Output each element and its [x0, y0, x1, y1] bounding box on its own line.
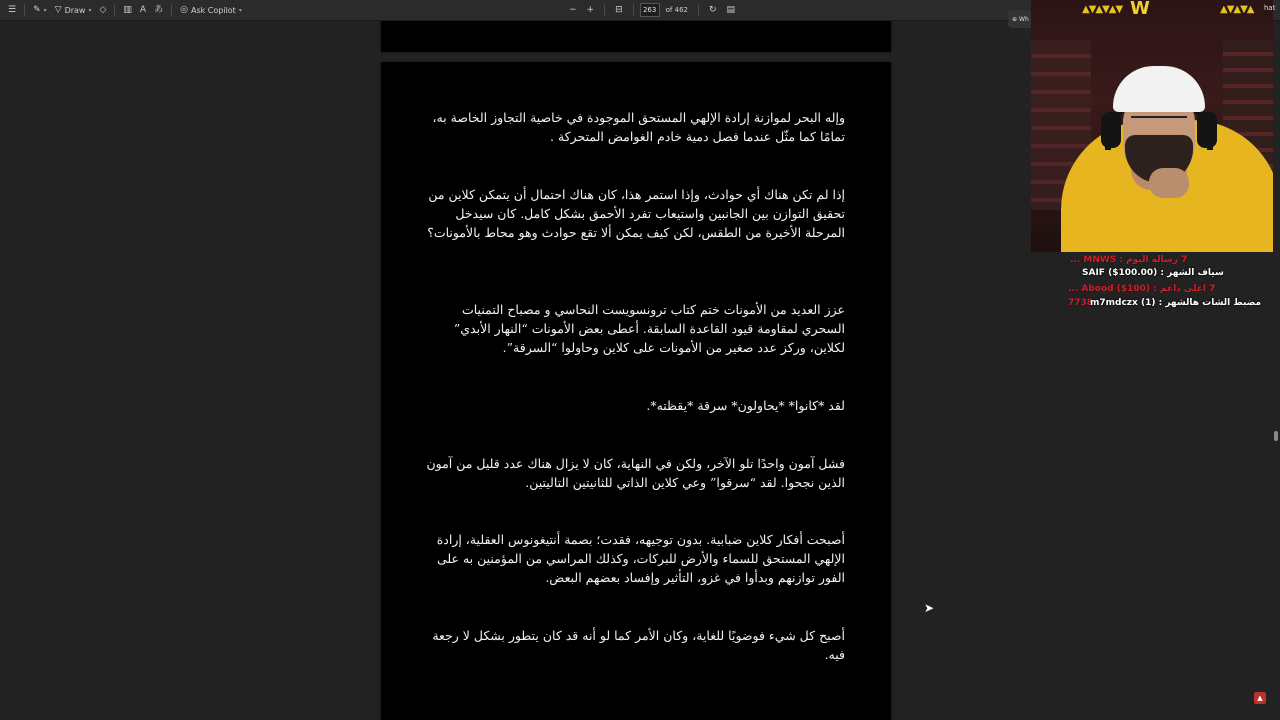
- paragraph: أصبح كل شيء فوضويًا للغاية، وكان الأمر كما لو أنه قد كان يتطور بشكل لا رجعة فيه.: [432, 628, 845, 662]
- overlay-line: 7 رسالة اليوم : MNWS ...: [1070, 255, 1188, 265]
- person-hand: [1149, 168, 1189, 198]
- paragraph: أصبحت أفكار كلاين ضبابية. بدون توجيهه، فقدت؛ بصمة أنتيغونوس العقلية، إرادة الإلهي المستحق للسماء والأرض للبركات، وكذلك المراسي من المؤمنين به على الفور توازنهم وبدأوا في غزو، التأثير وإفساد بعضهم البعض.: [436, 532, 845, 585]
- chat-tab[interactable]: hat: [1264, 4, 1276, 12]
- share-icon: ⊕: [1012, 15, 1018, 23]
- toolbar-left-group: [4, 2, 246, 18]
- book-icon: ▤: [726, 4, 736, 15]
- toolbar-divider: [114, 4, 115, 16]
- page-view-icon: ▥: [123, 4, 132, 15]
- ask-copilot-button[interactable]: [176, 2, 246, 18]
- minus-icon: −: [569, 4, 577, 15]
- translate-icon: あ: [154, 4, 164, 15]
- chevron-down-icon: ▾: [238, 6, 242, 14]
- rotate-button[interactable]: [705, 2, 721, 18]
- mouse-cursor-icon: ➤: [924, 601, 935, 615]
- overlay-line: 7738: [1068, 298, 1094, 308]
- share-label: Wh: [1019, 15, 1029, 23]
- draw-button[interactable]: [51, 2, 96, 18]
- two-page-view-button[interactable]: [723, 2, 740, 18]
- draw-label: Draw: [64, 5, 86, 15]
- toolbar-divider: [698, 4, 699, 16]
- plus-icon: +: [586, 4, 595, 15]
- headset-earcup: [1101, 112, 1121, 148]
- rotate-icon: ↻: [708, 4, 717, 15]
- erase-button[interactable]: [95, 2, 110, 18]
- previous-page: [381, 21, 891, 52]
- list-icon: ☰: [8, 4, 17, 15]
- overlay-chat-moderator: مضبط الشات هالشهر : m7mdczx (1): [1090, 298, 1262, 308]
- overlay-line: 7 اعلى داعم : Abood ($100) ...: [1068, 284, 1216, 294]
- zoom-out-button[interactable]: [565, 2, 581, 18]
- read-aloud-icon: A: [139, 4, 147, 15]
- pen-icon: ▽: [54, 4, 62, 15]
- current-page: [381, 62, 891, 720]
- webcam-feed: [1031, 0, 1276, 252]
- highlight-button[interactable]: [29, 2, 51, 18]
- toolbar-divider: [604, 4, 605, 16]
- paragraph: وإله البحر لموازنة إرادة الإلهي المستحق الموجودة في خاصية التجاوز الخاصة به، تمامًا كما مثّل عندما فصل دمية خادم الغوامض المتحركة .: [432, 110, 845, 144]
- scrollbar-thumb[interactable]: [1274, 431, 1278, 441]
- fit-page-button[interactable]: [611, 2, 627, 18]
- toolbar-center-group: [565, 2, 739, 18]
- toolbar-divider: [171, 4, 172, 16]
- person-cap: [1113, 66, 1205, 112]
- paragraph: عزز العديد من الأمونات ختم كتاب ترونسويست النحاسي و مصباح التمنيات السحري لمقاومة قيود القاعدة السابقة. أعطى بعض الأمونات “النهار الأبدي” لكلاين، وركز عدد صغير من الأمونات على كلاين وحاولوا “السرقة”.: [453, 302, 845, 355]
- paragraph: فشل آمون واحدًا تلو الآخر، ولكن في النهاية، كان لا يزال هناك عدد قليل من آمون الذين نجحوا. لقد “سرقوا” وعي كلاين الذاتي للثانيتين التاليتين.: [426, 456, 845, 490]
- zoom-in-button[interactable]: [583, 2, 599, 18]
- chevron-down-icon: ▾: [88, 6, 92, 14]
- stream-frame-top: [1030, 0, 1272, 20]
- overlay-top-supporter: سياف الشهر : SAIF ($100.00): [1082, 268, 1224, 278]
- paragraph: لقد *كانوا* *يحاولون* سرقة *يقظته*.: [646, 398, 845, 413]
- read-aloud-button[interactable]: [136, 2, 150, 18]
- paragraph: إذا لم تكن هناك أي حوادث، وإذا استمر هذا، كان هناك احتمال أن يتمكن كلاين من تحقيق التوازن بين الجانبين واستيعاب تفرد الأحمق بشكل كامل. كان سيدخل المرحلة الأخيرة من الطقس، لكن كيف يمكن ألا تقع حوادث وهو محاط بالأمونات؟: [427, 187, 845, 240]
- eraser-icon: ◇: [99, 4, 107, 15]
- toolbar-divider: [24, 4, 25, 16]
- page-number-input[interactable]: [640, 3, 660, 17]
- toolbar-divider: [633, 4, 634, 16]
- page-count: of 462: [665, 6, 688, 14]
- fit-page-icon: ⊟: [615, 4, 623, 15]
- copilot-icon: ◎: [180, 4, 188, 15]
- page-view-button[interactable]: [119, 2, 136, 18]
- pdf-app-icon[interactable]: ▲: [1254, 692, 1266, 704]
- pattern-decoration: ▲▼▲▼▲▼: [1082, 4, 1123, 15]
- headset-earcup: [1197, 112, 1217, 148]
- translate-button[interactable]: [150, 2, 167, 18]
- chevron-down-icon: ▾: [43, 6, 47, 14]
- contents-button[interactable]: [4, 2, 20, 18]
- highlighter-icon: ✎: [33, 4, 41, 15]
- pattern-decoration: ▲▼▲▼▲: [1220, 4, 1254, 15]
- ask-copilot-label: Ask Copilot: [190, 5, 236, 15]
- channel-logo-icon: W: [1130, 0, 1150, 19]
